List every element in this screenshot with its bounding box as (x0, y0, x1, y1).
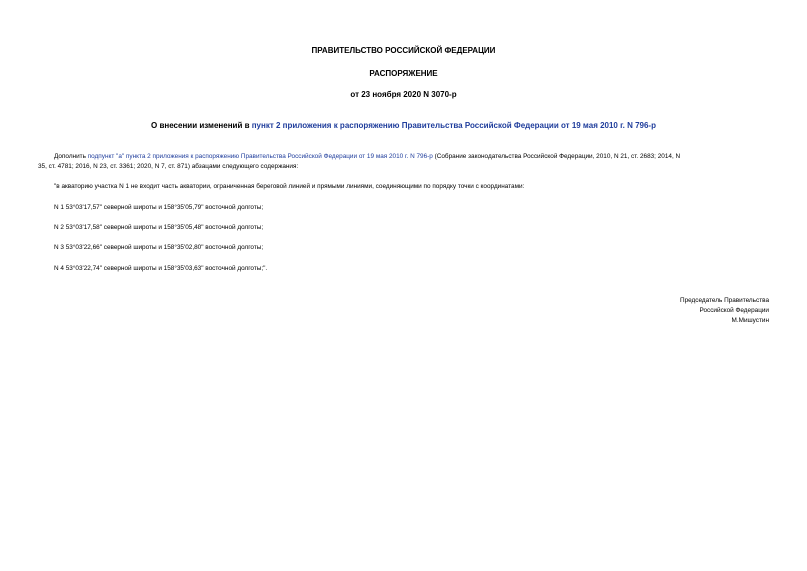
intro-link[interactable]: подпункт "а" пункта 2 приложения к распоряжению Правительства Российской Федерации от 19 мая 2010 г. N 796-р (87, 153, 433, 160)
signature-position-line2: Российской Федерации (699, 307, 769, 314)
intro-suffix: (Собрание законодательства Российской Федерации, 2010, N 21, ст. 2683; 2014, N (432, 153, 681, 160)
quote-start-paragraph: "в акваторию участка N 1 не входит часть акватории, ограниченная береговой линией и прямыми линиями, соединяющими по порядку точки с координатами: (54, 183, 525, 190)
document-date-number: от 23 ноября 2020 N 3070-р (350, 90, 457, 99)
title-link[interactable]: пункт 2 приложения к распоряжению Правительства Российской Федерации от 19 мая 2010 г. N 796-р (251, 121, 656, 130)
signature-position-line1: Председатель Правительства (680, 297, 769, 304)
signature-name: М.Мишустин (731, 317, 769, 324)
intro-paragraph-line2: 35, ст. 4781; 2016, N 23, ст. 3361; 2020, N 7, ст. 871) абзацами следующего содержания: (38, 163, 299, 170)
coordinate-point-3: N 3 53°03'22,66" северной широты и 158°35'02,80" восточной долготы; (54, 244, 264, 251)
intro-paragraph-line1 (54, 152, 680, 162)
intro-prefix: Дополнить (54, 153, 88, 160)
coordinate-point-1: N 1 53°03'17,57" северной широты и 158°35'05,79" восточной долготы; (54, 204, 264, 211)
coordinate-point-4: N 4 53°03'22,74" северной широты и 158°35'03,63" восточной долготы;". (54, 265, 268, 272)
title-prefix: О внесении изменений в (151, 121, 252, 130)
document-title (0, 121, 807, 131)
document-type-heading: РАСПОРЯЖЕНИЕ (369, 69, 438, 78)
coordinate-point-2: N 2 53°03'17,58" северной широты и 158°35'05,48" восточной долготы; (54, 224, 264, 231)
government-heading: ПРАВИТЕЛЬСТВО РОССИЙСКОЙ ФЕДЕРАЦИИ (311, 46, 496, 55)
